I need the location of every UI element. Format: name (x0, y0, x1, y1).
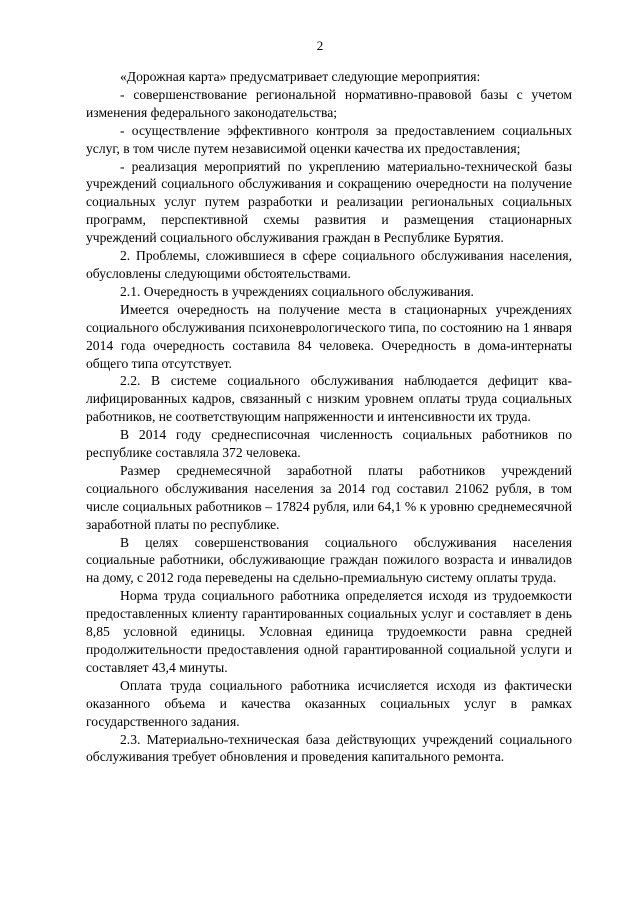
paragraph-roadmap-item-control: - осуществление эффективного контроля за предоставлением социальных услуг, в том числе путем независимой оценки качества их предоставления; (86, 122, 572, 156)
paragraph-roadmap-intro: «Дорожная карта» предусматривает следующие мероприятия: (120, 69, 481, 84)
paragraph-section-2-3-material-base: 2.3. Материально-техническая база действующих учреждений социального обслуживания требует обновления и проведения капитального ремонта. (86, 731, 572, 765)
paragraph-section-2-1-queue: Имеется очередность на получение места в стационарных учреждениях социального обслуживания психоневрологического типа, по состоянию на 1 января 2014 года очередность составила 84 человека. Очередность в дома-интернаты общего типа отсутствует. (86, 301, 572, 371)
paragraph-section-2-2-staff-deficit: 2.2. В системе социального обслуживания наблюдается дефицит квалифицированных кадров, связанный с низким уровнем оплаты труда социальных работников, не соответствующим напряженности и интенсивности их труда. (86, 373, 572, 425)
document-body (86, 68, 572, 766)
paragraph-payment-calculation: Оплата труда социального работника исчисляется исходя из фактически оказанного объема и качества оказанных социальных услуг в рамках государственного задания. (86, 677, 572, 729)
page-number: 2 (316, 38, 324, 53)
paragraph-average-salary: Размер среднемесячной заработной платы работников учреждений социального обслуживания населения за 2014 год составил 21062 рубля, в том числе социальных работников – 17824 рубля, или 64,1 % к уровню среднемесячной заработной платы по республике. (86, 462, 572, 532)
paragraph-piece-rate-system: В целях совершенствования социального обслуживания населения социальные работники, обслуживающие граждан пожилого возраста и инвалидов на дому, с 2012 года переведены на сдельно-премиальную систему оплаты труда. (86, 534, 572, 586)
paragraph-labor-norm: Норма труда социального работника определяется исходя из трудоемкости предоставленных клиенту гарантированных социальных услуг и составляет в день 8,85 условной единицы. Условная единица трудоемкости равна средней продолжительности предоставления одной гарантированной социальной услуги и составляет 43,4 минуты. (86, 588, 572, 675)
paragraph-headcount-2014: В 2014 году среднесписочная численность социальных работников по республике составляла 372 человека. (86, 427, 572, 461)
paragraph-roadmap-item-infrastructure: - реализация мероприятий по укреплению материально-технической базы учреждений социального обслуживания и сокращению очередности на получение социальных услуг путем разработки и реализации региональных социальных программ, перспективной схемы развития и размещения стационарных учреждений социального обслуживания граждан в Республике Бурятия. (86, 158, 572, 246)
paragraph-section-2-1-heading: 2.1. Очередность в учреждениях социального обслуживания. (120, 283, 474, 299)
paragraph-roadmap-item-legislation: - совершенствование региональной нормативно-правовой базы с учетом изменения федерального законодательства; (86, 86, 572, 120)
paragraph-section-2-problems: 2. Проблемы, сложившиеся в сфере социального обслуживания населения, обусловлены следующими обстоятельствами. (86, 248, 572, 281)
